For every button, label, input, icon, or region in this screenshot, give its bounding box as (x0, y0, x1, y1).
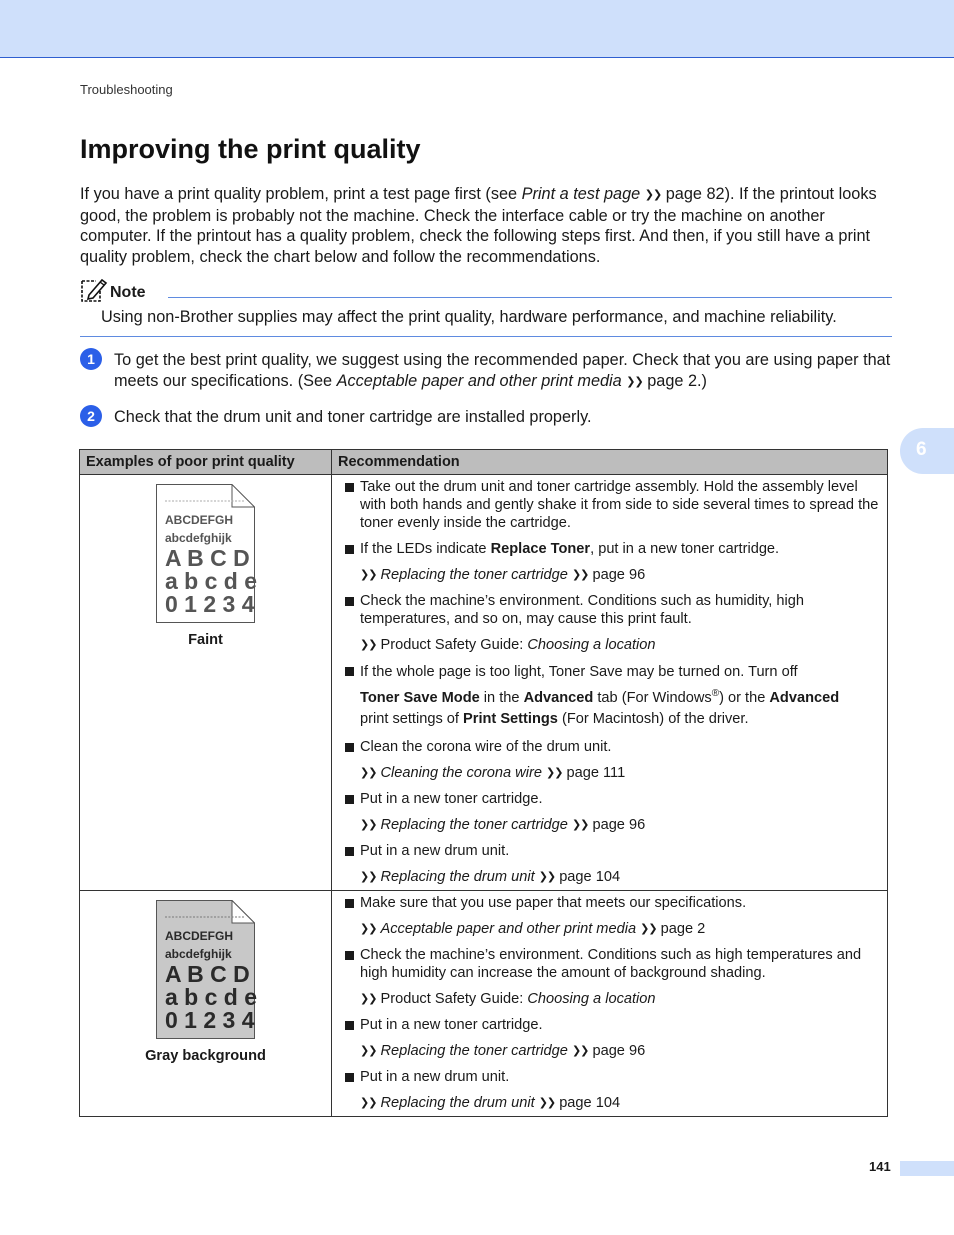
link-cleaning-corona-wire[interactable]: Cleaning the corona wire (380, 764, 542, 781)
cross-reference-arrows-icon: ❯❯ (360, 766, 377, 779)
link-acceptable-paper[interactable]: Acceptable paper and other print media (336, 371, 622, 390)
note-label: Note (110, 284, 146, 301)
sample-text-line: a b c d e (165, 568, 258, 594)
list-item: Put in a new drum unit. (344, 842, 881, 860)
faint-print-sample-image (156, 484, 258, 623)
list-item: Take out the drum unit and toner cartridge assembly. Hold the assembly level with both hands and gently shake it from side to side several times to spread the toner evenly inside the cartridge. (344, 478, 881, 532)
link-choosing-location[interactable]: Choosing a location (527, 637, 656, 653)
sample-label-faint: Faint (188, 632, 223, 648)
running-head: Troubleshooting (80, 82, 173, 97)
list-item: If the whole page is too light, Toner Save may be turned on. Turn off Toner Save Mode in the Advanced tab (For Windows®) or the Advanced print settings of Print Settings (For Macintosh) of the driver. (344, 662, 881, 730)
link-print-test-page[interactable]: Print a test page (521, 185, 641, 203)
step-1-text: To get the best print quality, we suggest using the recommended paper. Check that you are using paper that meets our specifications. (See Acceptable paper and other print media ❯❯ page 2.) (114, 351, 891, 390)
table-row-faint (80, 475, 888, 891)
link-replacing-toner[interactable]: Replacing the toner cartridge (380, 816, 568, 833)
list-item: Check the machine’s environment. Conditions such as humidity, high temperatures, and so on, may cause this print fault. (344, 592, 881, 628)
cross-reference-arrows-icon: ❯❯ (626, 375, 643, 388)
cross-reference-arrows-icon: ❯❯ (571, 569, 589, 581)
list-item: Clean the corona wire of the drum unit. (344, 738, 881, 756)
cross-reference-arrows-icon: ❯❯ (360, 639, 377, 651)
example-cell (80, 475, 332, 891)
list-item: Put in a new drum unit. (344, 1068, 881, 1086)
recommendation-cell (332, 475, 888, 891)
step-2-number-icon: 2 (80, 405, 102, 427)
link-choosing-location[interactable]: Choosing a location (527, 990, 656, 1007)
sample-label-gray-background: Gray background (145, 1047, 266, 1064)
list-item: Put in a new toner cartridge. (344, 790, 881, 808)
sample-text-line: abcdefghijk (165, 946, 232, 961)
chapter-number: 6 (916, 439, 927, 460)
intro-paragraph: If you have a print quality problem, print a test page first (see Print a test page ❯❯ page 82). If the printout looks good, the problem is probably not the machine. Check the interface cable or try the machine on another computer. If the printout has a quality problem, check the following steps first. And then, if you still have a print quality problem, check the chart below and follow the recommendations. (80, 185, 877, 266)
cross-reference-arrows-icon: ❯❯ (644, 189, 662, 201)
cross-reference: ❯❯ Product Safety Guide: Choosing a location (360, 990, 656, 1007)
gray-background-sample-image (156, 900, 258, 1039)
cross-reference: ❯❯ Replacing the drum unit ❯❯ page 104 (360, 868, 621, 885)
print-quality-table (79, 449, 888, 1117)
cross-reference-arrows-icon: ❯❯ (360, 1096, 377, 1109)
page-number-bar (900, 1161, 954, 1176)
column-header-examples: Examples of poor print quality (80, 450, 332, 475)
step-2-text: Check that the drum unit and toner cartridge are installed properly. (114, 408, 592, 426)
list-item: Make sure that you use paper that meets our specifications. (344, 894, 881, 912)
header-band (0, 0, 954, 58)
sample-text-line: abcdefghijk (165, 531, 232, 545)
note-rule (168, 297, 892, 298)
list-item: Check the machine’s environment. Conditions such as high temperatures and high humidity can increase the amount of background shading. (344, 946, 881, 982)
note-rule-bottom (80, 336, 892, 337)
list-item: Put in a new toner cartridge. (344, 1016, 881, 1034)
cross-reference-arrows-icon: ❯❯ (640, 922, 657, 935)
sample-text-line: ABCDEFGH (165, 513, 233, 527)
cross-reference-arrows-icon: ❯❯ (360, 992, 377, 1005)
cross-reference: ❯❯ Replacing the drum unit ❯❯ page 104 (360, 1094, 621, 1111)
sample-text-line: 0 1 2 3 4 (165, 591, 255, 617)
sample-text-line: A B C D (165, 545, 250, 571)
cross-reference: ❯❯ Product Safety Guide: Choosing a location (360, 637, 656, 653)
sample-text-line: ABCDEFGH (165, 928, 233, 943)
cross-reference: ❯❯ Cleaning the corona wire ❯❯ page 111 (360, 764, 626, 781)
list-item: If the LEDs indicate Replace Toner, put in a new toner cartridge. (344, 540, 881, 558)
link-replacing-drum[interactable]: Replacing the drum unit (380, 868, 535, 885)
cross-reference-arrows-icon: ❯❯ (360, 922, 377, 935)
cross-reference: ❯❯ Replacing the toner cartridge ❯❯ page 96 (360, 567, 646, 583)
note-text: Using non-Brother supplies may affect the print quality, hardware performance, and machine reliability. (101, 308, 837, 326)
link-replacing-drum[interactable]: Replacing the drum unit (380, 1094, 535, 1111)
chapter-tab (900, 428, 954, 474)
cross-reference-arrows-icon: ❯❯ (538, 870, 556, 883)
sample-text-line: 0 1 2 3 4 (165, 1006, 255, 1033)
cross-reference: ❯❯ Replacing the toner cartridge ❯❯ page 96 (360, 1042, 646, 1059)
cross-reference-arrows-icon: ❯❯ (360, 1044, 377, 1057)
cross-reference-arrows-icon: ❯❯ (538, 1096, 556, 1109)
page-number: 141 (869, 1159, 891, 1174)
link-replacing-toner[interactable]: Replacing the toner cartridge (380, 1042, 568, 1059)
column-header-recommendation: Recommendation (332, 450, 888, 475)
cross-reference-arrows-icon: ❯❯ (360, 569, 377, 581)
link-acceptable-paper[interactable]: Acceptable paper and other print media (380, 920, 637, 937)
cross-reference: ❯❯ Replacing the toner cartridge ❯❯ page 96 (360, 816, 646, 833)
cross-reference-arrows-icon: ❯❯ (571, 818, 589, 831)
example-cell (80, 890, 332, 1116)
cross-reference: ❯❯ Acceptable paper and other print media ❯❯ page 2 (360, 920, 706, 937)
recommendation-cell (332, 890, 888, 1116)
page-title: Improving the print quality (80, 134, 421, 164)
table-row-gray-background (80, 890, 888, 1116)
cross-reference-arrows-icon: ❯❯ (546, 766, 563, 779)
note-pencil-icon (80, 277, 108, 303)
cross-reference-arrows-icon: ❯❯ (360, 818, 377, 831)
sample-text-line: a b c d e (165, 983, 258, 1010)
sample-text-line: A B C D (165, 960, 250, 987)
cross-reference-arrows-icon: ❯❯ (571, 1044, 589, 1057)
link-replacing-toner[interactable]: Replacing the toner cartridge (380, 567, 568, 583)
cross-reference-arrows-icon: ❯❯ (360, 870, 377, 883)
table-header-row (80, 450, 888, 475)
step-1-number-icon: 1 (80, 348, 102, 370)
